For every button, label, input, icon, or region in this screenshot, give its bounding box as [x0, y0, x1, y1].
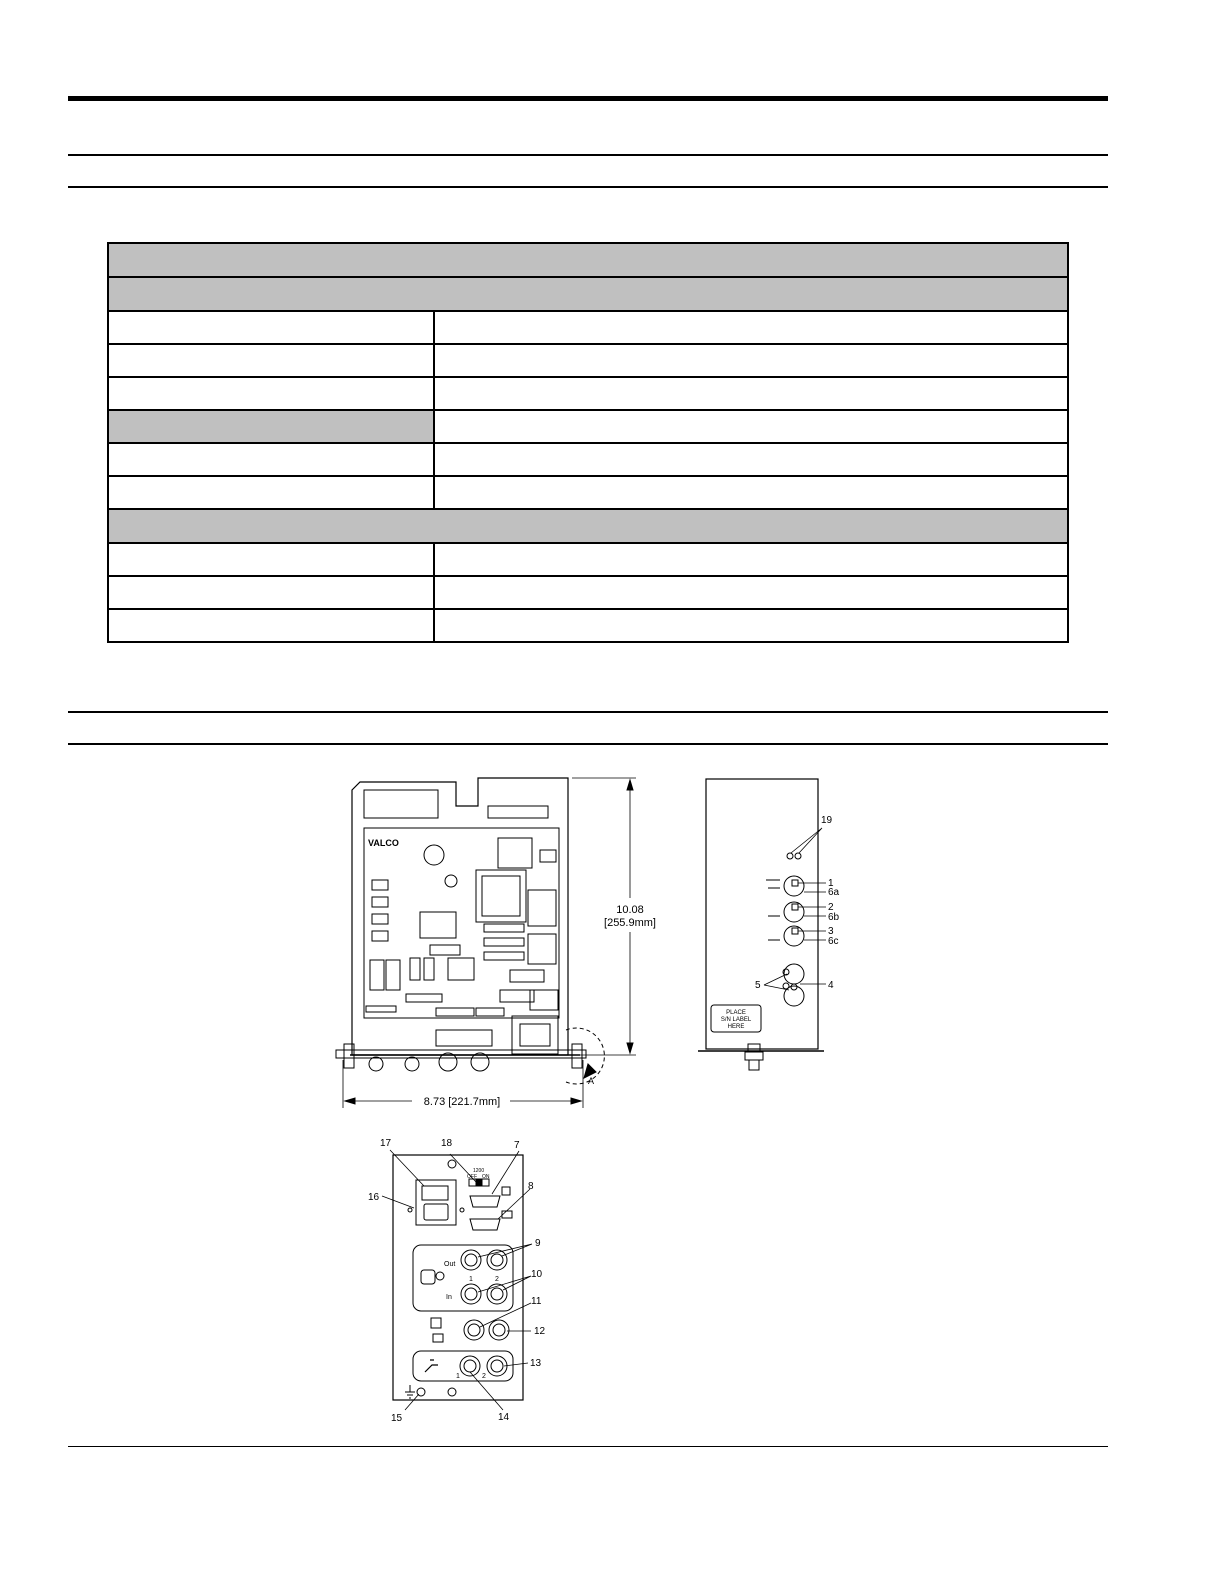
callout-10: 10 — [531, 1269, 543, 1280]
callout-19: 19 — [821, 815, 833, 826]
sn-label-line-1: PLACE — [726, 1010, 746, 1016]
callout-2: 2 — [828, 902, 834, 913]
port-number-2: 2 — [495, 1276, 499, 1283]
callout-8: 8 — [528, 1181, 534, 1192]
callout-18: 18 — [441, 1138, 453, 1149]
detail-label: A — [588, 1076, 595, 1086]
callout-6c: 6c — [828, 936, 839, 947]
switch-label-1200: 1200 — [473, 1168, 485, 1174]
callout-3: 3 — [828, 926, 834, 937]
side-panel-view — [698, 779, 840, 1070]
rear-panel-view — [368, 1138, 546, 1424]
callout-11: 11 — [531, 1296, 542, 1307]
callout-15: 15 — [391, 1413, 403, 1424]
callout-6a: 6a — [828, 887, 840, 898]
callout-14: 14 — [498, 1412, 510, 1423]
width-dimension — [343, 1060, 583, 1108]
callout-9: 9 — [535, 1238, 541, 1249]
callout-16: 16 — [368, 1192, 380, 1203]
out-label: Out — [444, 1261, 456, 1268]
switch-label-on: ON — [482, 1174, 490, 1180]
sn-label-line-3: HERE — [727, 1024, 745, 1030]
board-top-view — [336, 778, 604, 1086]
switch-label-off: OFF — [467, 1174, 477, 1180]
callout-13: 13 — [530, 1358, 542, 1369]
board-brand-label: VALCO — [368, 838, 399, 848]
in-label: In — [446, 1294, 452, 1301]
callout-12: 12 — [534, 1326, 546, 1337]
width-value: 8.73 [221.7mm] — [423, 1096, 501, 1108]
callout-6b: 6b — [828, 912, 840, 923]
callout-1: 1 — [828, 878, 834, 889]
height-value: 10.08 — [616, 904, 644, 916]
callout-5: 5 — [755, 980, 761, 991]
callout-17: 17 — [380, 1138, 392, 1149]
sn-label-line-2: S/N LABEL — [720, 1017, 752, 1023]
height-dimension — [572, 778, 656, 1055]
callout-7: 7 — [514, 1140, 520, 1151]
callout-4: 4 — [828, 980, 834, 991]
port-number-1-lower: 1 — [456, 1373, 460, 1380]
port-number-1: 1 — [469, 1276, 473, 1283]
port-number-2-lower: 2 — [482, 1373, 486, 1380]
height-metric-value: [255.9mm] — [604, 917, 656, 929]
